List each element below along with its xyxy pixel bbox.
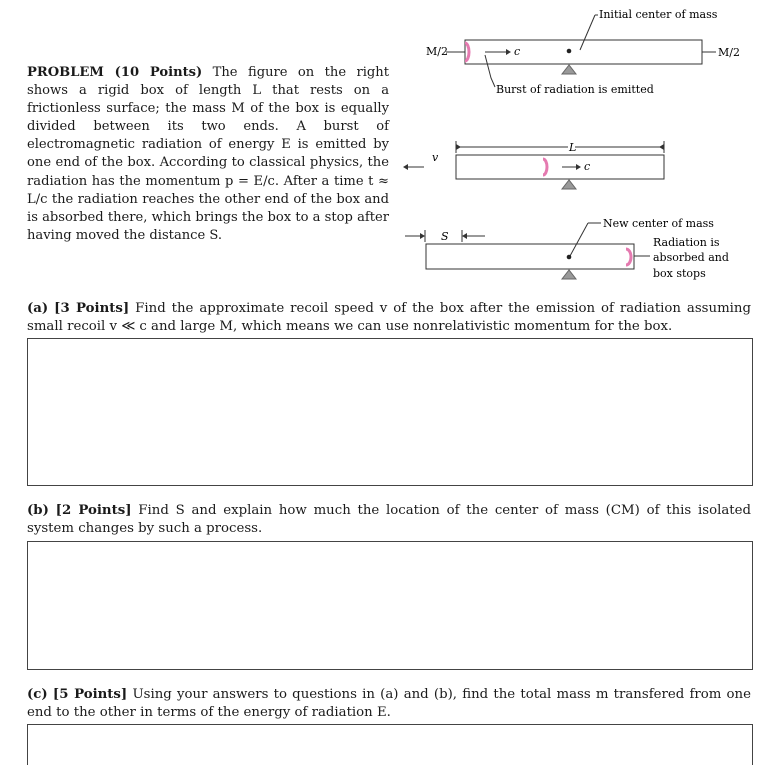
question-a bbox=[27, 300, 751, 336]
label-initial-cm: Initial center of mass bbox=[599, 8, 718, 21]
pivot-2 bbox=[562, 180, 576, 189]
box-figure bbox=[395, 0, 771, 290]
question-a-points: [3 Points] bbox=[54, 301, 130, 316]
label-v: v bbox=[432, 151, 439, 164]
label-new-cm: New center of mass bbox=[603, 217, 714, 230]
question-b bbox=[27, 502, 751, 538]
question-a-text: Find the approximate recoil speed v of the box after the emission of radiation assuming small recoil v ≪ c and large M, which means we can use nonrelativistic momentum for the box. bbox=[27, 301, 752, 335]
label-right-mass: M/2 bbox=[718, 46, 740, 59]
question-c-text: Using your answers to questions in (a) and (b), find the total mass m transfered from one end to the other in terms of the energy of radiation E. bbox=[27, 687, 751, 721]
answer-box-c[interactable] bbox=[27, 724, 753, 765]
label-left-mass: M/2 bbox=[426, 45, 448, 58]
pivot-3 bbox=[562, 270, 576, 279]
pivot-1 bbox=[562, 65, 576, 74]
label-S: S bbox=[441, 230, 449, 243]
label-absorbed-1: Radiation is bbox=[653, 236, 720, 249]
question-a-label: (a) bbox=[27, 301, 49, 316]
label-c-1: c bbox=[514, 45, 521, 58]
box-middle bbox=[456, 155, 664, 179]
question-c-points: [5 Points] bbox=[52, 687, 128, 702]
label-absorbed-2: absorbed and bbox=[653, 251, 729, 264]
box-bottom bbox=[426, 244, 634, 269]
problem-statement bbox=[27, 64, 389, 245]
label-L: L bbox=[569, 141, 577, 154]
question-b-label: (b) bbox=[27, 503, 49, 518]
label-c-2: c bbox=[584, 160, 591, 173]
label-absorbed-3: box stops bbox=[653, 267, 706, 280]
answer-box-b[interactable] bbox=[27, 541, 753, 670]
question-b-points: [2 Points] bbox=[55, 503, 132, 518]
question-b-text: Find S and explain how much the location of the center of mass (CM) of this isolated system changes by such a process. bbox=[27, 503, 751, 537]
question-c-label: (c) bbox=[27, 687, 48, 702]
question-c bbox=[27, 686, 751, 722]
answer-box-a[interactable] bbox=[27, 338, 753, 486]
label-burst: Burst of radiation is emitted bbox=[496, 83, 654, 96]
problem-heading: PROBLEM (10 Points) bbox=[27, 65, 203, 80]
problem-text: The figure on the right shows a rigid box of length L that rests on a frictionless surface; the mass M of the box is equally divided between its two ends. A burst of electromagnetic radiation of energy E is emitted by one end of the box. According to classical physics, the radiation has the momentum p = E/c. After a time t ≈ L/c the radiation reaches the other end of the box and is absorbed there, which brings the box to a stop after having moved the distance S. bbox=[27, 65, 389, 243]
